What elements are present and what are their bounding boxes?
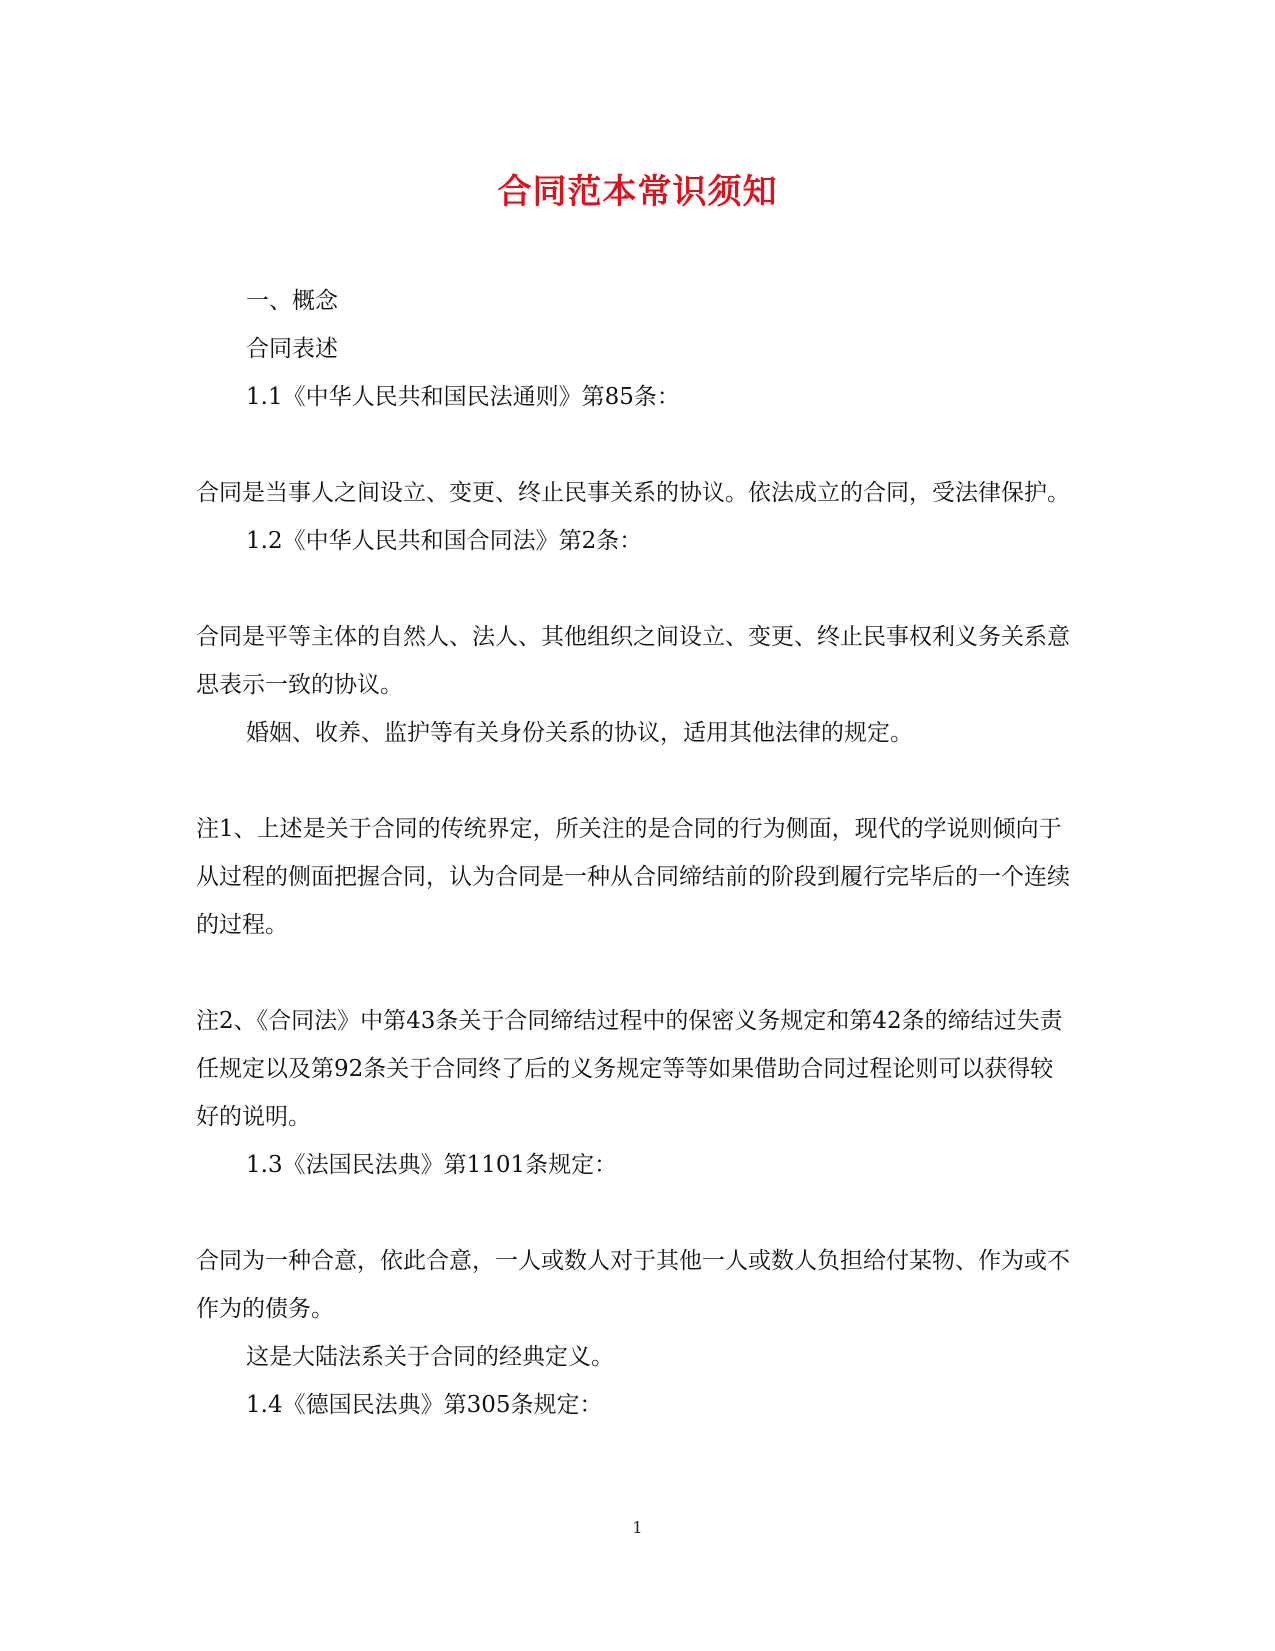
paragraph-status-agreements: 婚姻、收养、监护等有关身份关系的协议，适用其他法律的规定。 — [246, 720, 913, 746]
document-title: 合同范本常识须知 — [497, 172, 778, 212]
paragraph-civil-law-definition: 合同是当事人之间设立、变更、终止民事关系的协议。依法成立的合同，受法律保护。 — [196, 480, 1070, 506]
document-body — [196, 277, 1076, 1429]
paragraph-classic-definition: 这是大陆法系关于合同的经典定义。 — [246, 1344, 614, 1370]
clause-1-1: 1.1《中华人民共和国民法通则》第85条： — [246, 384, 680, 410]
clause-1-3: 1.3《法国民法典》第1101条规定： — [246, 1152, 618, 1178]
clause-1-4: 1.4《德国民法典》第305条规定： — [246, 1392, 603, 1418]
page-number: 1 — [632, 1518, 643, 1537]
subheading-contract-expression: 合同表述 — [246, 336, 338, 362]
note-1: 注1、上述是关于合同的传统界定，所关注的是合同的行为侧面，现代的学说则倾向于从过程的侧面把握合同，认为合同是一种从合同缔结前的阶段到履行完毕后的一个连续的过程。 — [196, 816, 1070, 938]
note-2: 注2、《合同法》中第43条关于合同缔结过程中的保密义务规定和第42条的缔结过失责任规定以及第92条关于合同终了后的义务规定等等如果借助合同过程论则可以获得较好的说明。 — [196, 1008, 1063, 1130]
section-heading-concept: 一、概念 — [246, 288, 338, 314]
paragraph-french-civil-code: 合同为一种合意，依此合意，一人或数人对于其他一人或数人负担给付某物、作为或不作为的债务。 — [196, 1248, 1070, 1322]
clause-1-2: 1.2《中华人民共和国合同法》第2条： — [246, 528, 643, 554]
paragraph-contract-law-definition: 合同是平等主体的自然人、法人、其他组织之间设立、变更、终止民事权利义务关系意思表示一致的协议。 — [196, 624, 1070, 698]
